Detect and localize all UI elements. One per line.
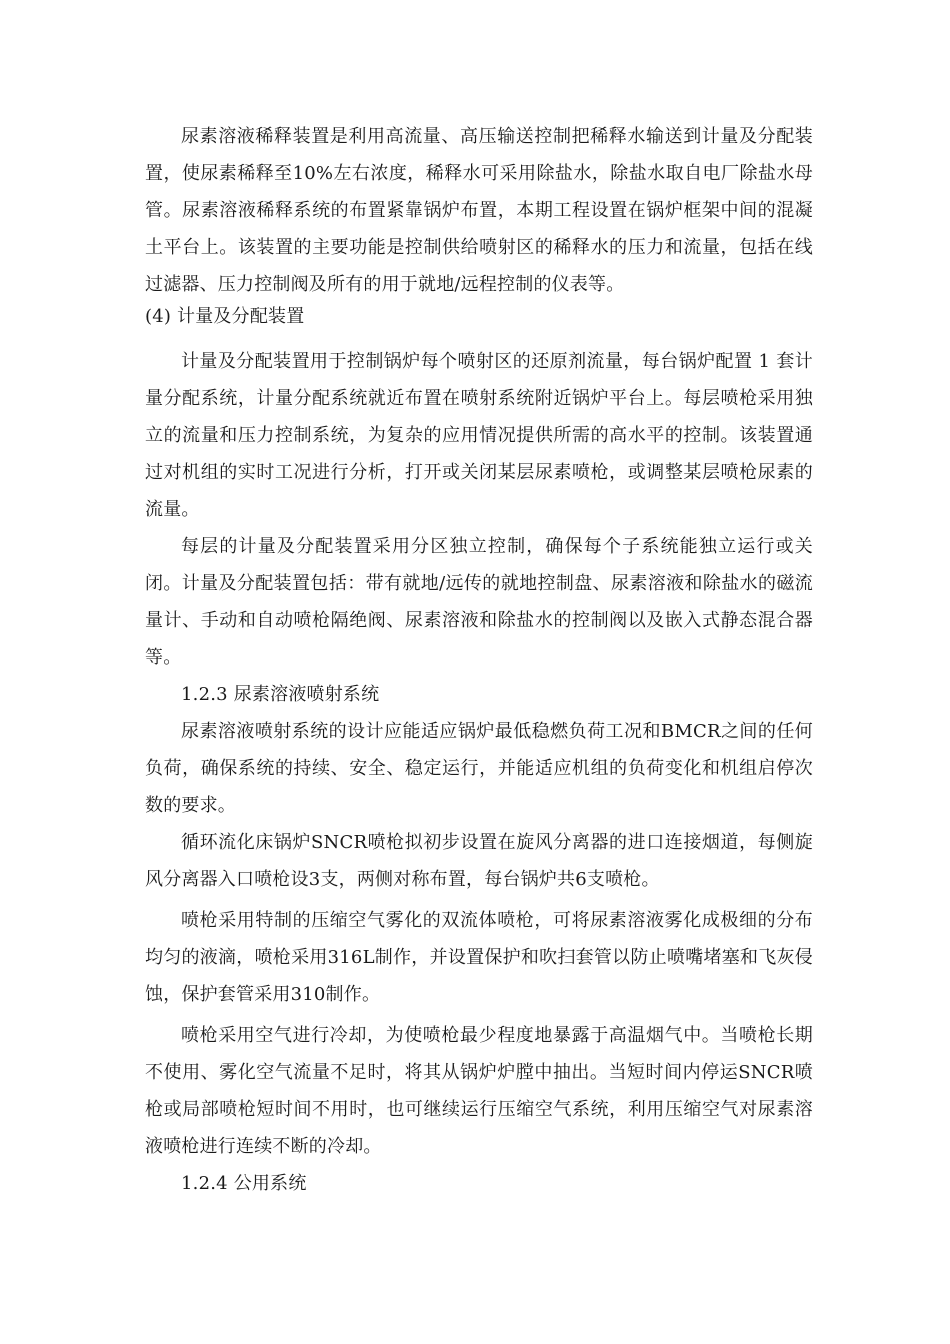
paragraph-nozzle-cooling: 喷枪采用空气进行冷却，为使喷枪最少程度地暴露于高温烟气中。当喷枪长期不使用、雾化空气流量不足时，将其从锅炉炉膛中抽出。当短时间内停运SNCR喷枪或局部喷枪短时间不用时，也可继续运行压缩空气系统，利用压缩空气对尿素溶液喷枪进行连续不断的冷却。 bbox=[145, 1025, 813, 1157]
heading-metering-distribution: (4) 计量及分配装置 bbox=[145, 306, 305, 327]
paragraph-dilution-device: 尿素溶液稀释装置是利用高流量、高压输送控制把稀释水输送到计量及分配装置，使尿素稀释至10%左右浓度，稀释水可采用除盐水，除盐水取自电厂除盐水母管。尿素溶液稀释系统的布置紧靠锅炉布置，本期工程设置在锅炉框架中间的混凝土平台上。该装置的主要功能是控制供给喷射区的稀释水的压力和流量，包括在线过滤器、压力控制阀及所有的用于就地/远程控制的仪表等。 bbox=[145, 126, 813, 295]
paragraph-injection-layout: 循环流化床锅炉SNCR喷枪拟初步设置在旋风分离器的进口连接烟道，每侧旋风分离器入口喷枪设3支，两侧对称布置，每台锅炉共6支喷枪。 bbox=[145, 832, 813, 890]
paragraph-nozzle-spec: 喷枪采用特制的压缩空气雾化的双流体喷枪，可将尿素溶液雾化成极细的分布均匀的液滴，喷枪采用316L制作，并设置保护和吹扫套管以防止喷嘴堵塞和飞灰侵蚀，保护套管采用310制作。 bbox=[145, 910, 813, 1005]
heading-utility-system: 1.2.4 公用系统 bbox=[181, 1173, 307, 1194]
document-body bbox=[145, 118, 813, 1202]
paragraph-metering-components: 每层的计量及分配装置采用分区独立控制，确保每个子系统能独立运行或关闭。计量及分配装置包括：带有就地/远传的就地控制盘、尿素溶液和除盐水的磁流量计、手动和自动喷枪隔绝阀、尿素溶液和除盐水的控制阀以及嵌入式静态混合器等。 bbox=[145, 536, 813, 668]
heading-injection-system: 1.2.3 尿素溶液喷射系统 bbox=[181, 684, 380, 705]
paragraph-injection-design: 尿素溶液喷射系统的设计应能适应锅炉最低稳燃负荷工况和BMCR之间的任何负荷，确保系统的持续、安全、稳定运行，并能适应机组的负荷变化和机组启停次数的要求。 bbox=[145, 721, 813, 816]
paragraph-metering-intro: 计量及分配装置用于控制锅炉每个喷射区的还原剂流量，每台锅炉配置 1 套计量分配系统，计量分配系统就近布置在喷射系统附近锅炉平台上。每层喷枪采用独立的流量和压力控制系统，为复杂的应用情况提供所需的高水平的控制。该装置通过对机组的实时工况进行分析，打开或关闭某层尿素喷枪，或调整某层喷枪尿素的流量。 bbox=[145, 351, 813, 520]
